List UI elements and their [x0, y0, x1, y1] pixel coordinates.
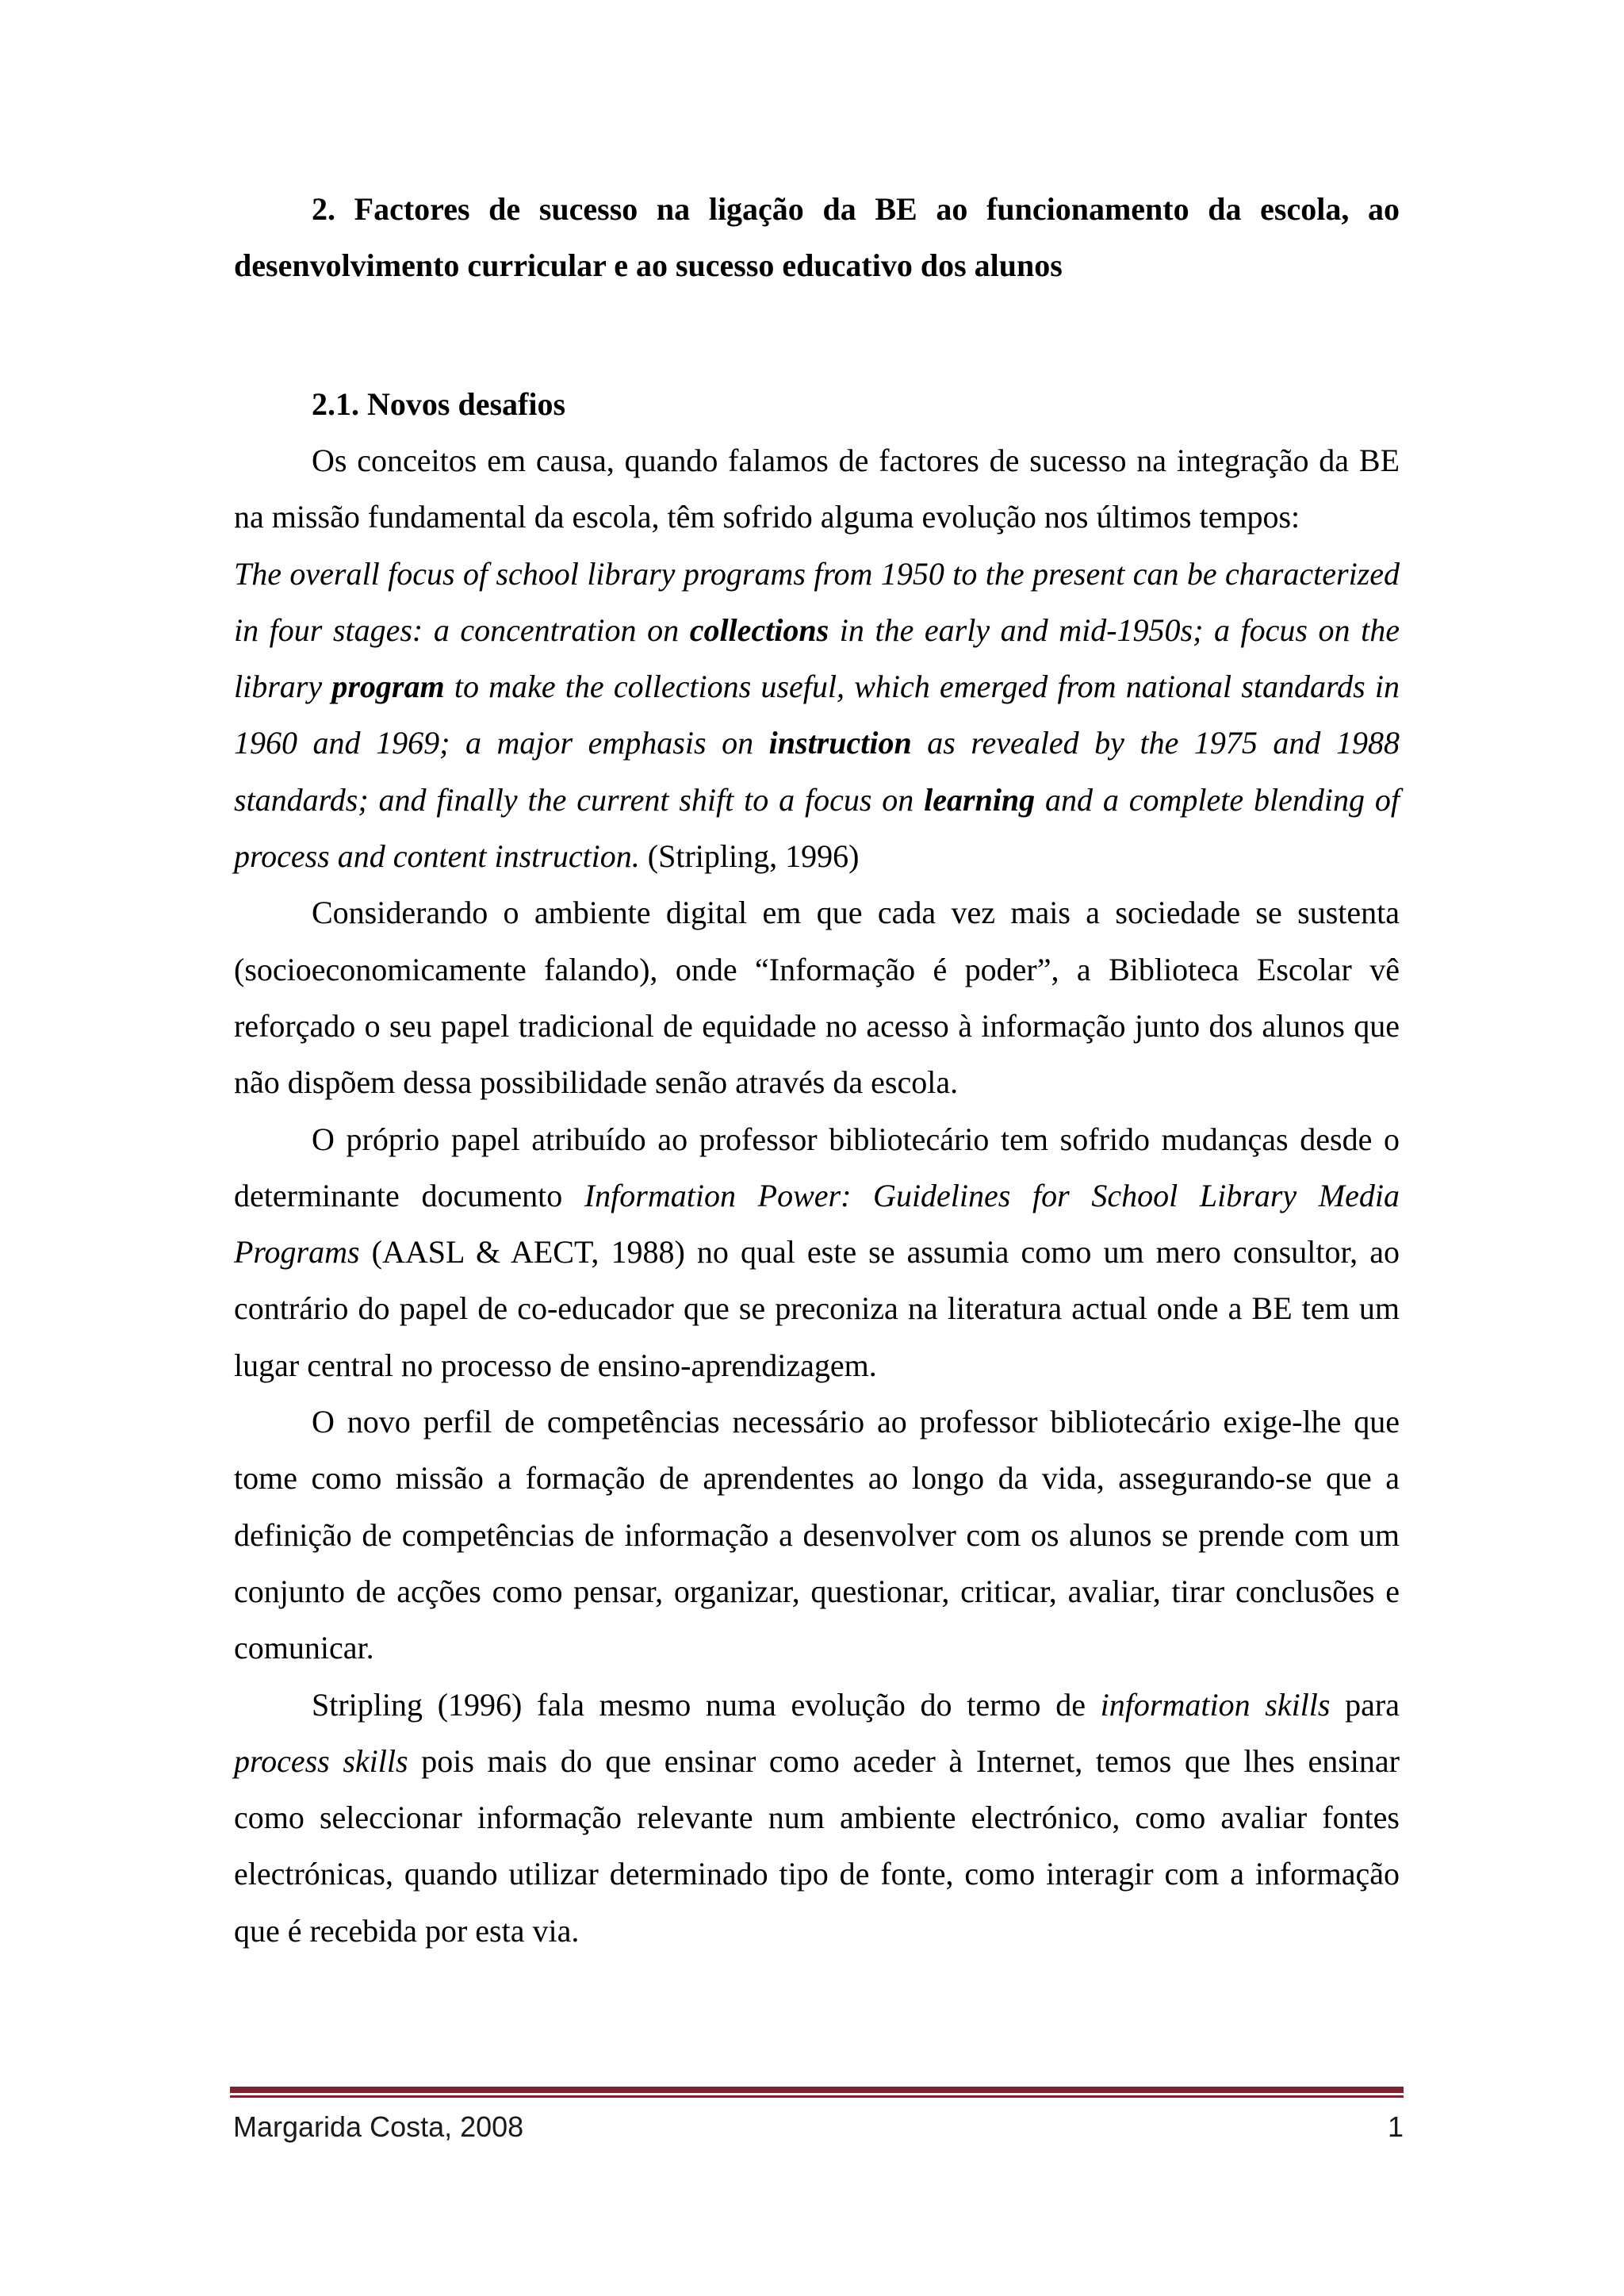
- para5-term-process-skills: process skills: [234, 1742, 408, 1779]
- quote-text-3: to make the collections useful, which emerged from national standards in 1960 and 1969; a major emphasis on: [234, 669, 1400, 761]
- paragraph-competences: O novo perfil de competências necessário ao professor bibliotecário exige-lhe que tome como missão a formação de aprendentes ao longo da vida, assegurando-se que a definição de competências de informação a desenvolver com os alunos se prende com um conjunto de acções como pensar, organizar, questionar, criticar, avaliar, tirar conclusões e comunicar.: [234, 1404, 1400, 1666]
- paragraph-process-skills: [234, 1677, 1400, 1959]
- quote-paragraph: [234, 546, 1400, 885]
- para5-text-after: pois mais do que ensinar como aceder à Internet, temos que lhes ensinar como seleccionar informação relevante num ambiente electrónico, como avaliar fontes electrónicas, quando utilizar determinado tipo de fonte, como interagir com a informação que é recebida por esta via.: [234, 1742, 1400, 1949]
- paragraph-digital-environment: Considerando o ambiente digital em que cada vez mais a sociedade se sustenta (socioeconomicamente falando), onde “Informação é poder”, a Biblioteca Escolar vê reforçado o seu papel tradicional de equidade no acesso à informação junto dos alunos que não dispõem dessa possibilidade senão através da escola.: [234, 895, 1400, 1101]
- quote-text-5: and a complete blending of process and content instruction.: [234, 781, 1400, 875]
- quote-emphasis-program: program: [331, 669, 445, 705]
- footer-divider-thin: [230, 2095, 1404, 2098]
- quote-text-2: in the early and mid-1950s; a focus on the library: [234, 611, 1400, 705]
- footer-divider-thick: [230, 2087, 1404, 2093]
- paragraph-librarian-role: [234, 1111, 1400, 1393]
- para3-document-title: Information Power: Guidelines for School Library Media Programs: [234, 1177, 1400, 1271]
- para5-text-middle: para: [1330, 1686, 1400, 1723]
- quote-emphasis-learning: learning: [924, 781, 1036, 818]
- page-number: 1: [1387, 2110, 1404, 2143]
- quote-emphasis-instruction: instruction: [768, 725, 912, 761]
- quote-citation: (Stripling, 1996): [639, 838, 860, 875]
- para5-text-before: Stripling (1996) fala mesmo numa evolução do termo de: [312, 1686, 1101, 1723]
- para5-term-information-skills: information skills: [1100, 1686, 1331, 1723]
- intro-paragraph: Os conceitos em causa, quando falamos de factores de sucesso na integração da BE na missão fundamental da escola, têm sofrido alguma evolução nos últimos tempos:: [234, 443, 1400, 535]
- quote-text-4: as revealed by the 1975 and 1988 standards; and finally the current shift to a focus on: [234, 725, 1400, 818]
- para3-text-after: (AASL & AECT, 1988) no qual este se assumia como um mero consultor, ao contrário do papel de co-educador que se preconiza na literatura actual onde a BE tem um lugar central no processo de ensino-aprendizagem.: [234, 1234, 1400, 1383]
- quote-text-1: The overall focus of school library programs from 1950 to the present can be characterized in four stages: a concentration on: [234, 555, 1400, 648]
- footer-author: Margarida Costa, 2008: [233, 2110, 524, 2143]
- para3-text-before: O próprio papel atribuído ao professor bibliotecário tem sofrido mudanças desde o determinante documento: [234, 1121, 1400, 1213]
- section-heading: 2. Factores de sucesso na ligação da BE ao funcionamento da escola, ao desenvolvimento curricular e ao sucesso educativo dos alunos: [234, 191, 1400, 283]
- quote-emphasis-collections: collections: [689, 611, 829, 648]
- subsection-heading: 2.1. Novos desafios: [312, 386, 566, 422]
- footer-divider: [230, 2087, 1404, 2098]
- page-content: [234, 181, 1400, 1959]
